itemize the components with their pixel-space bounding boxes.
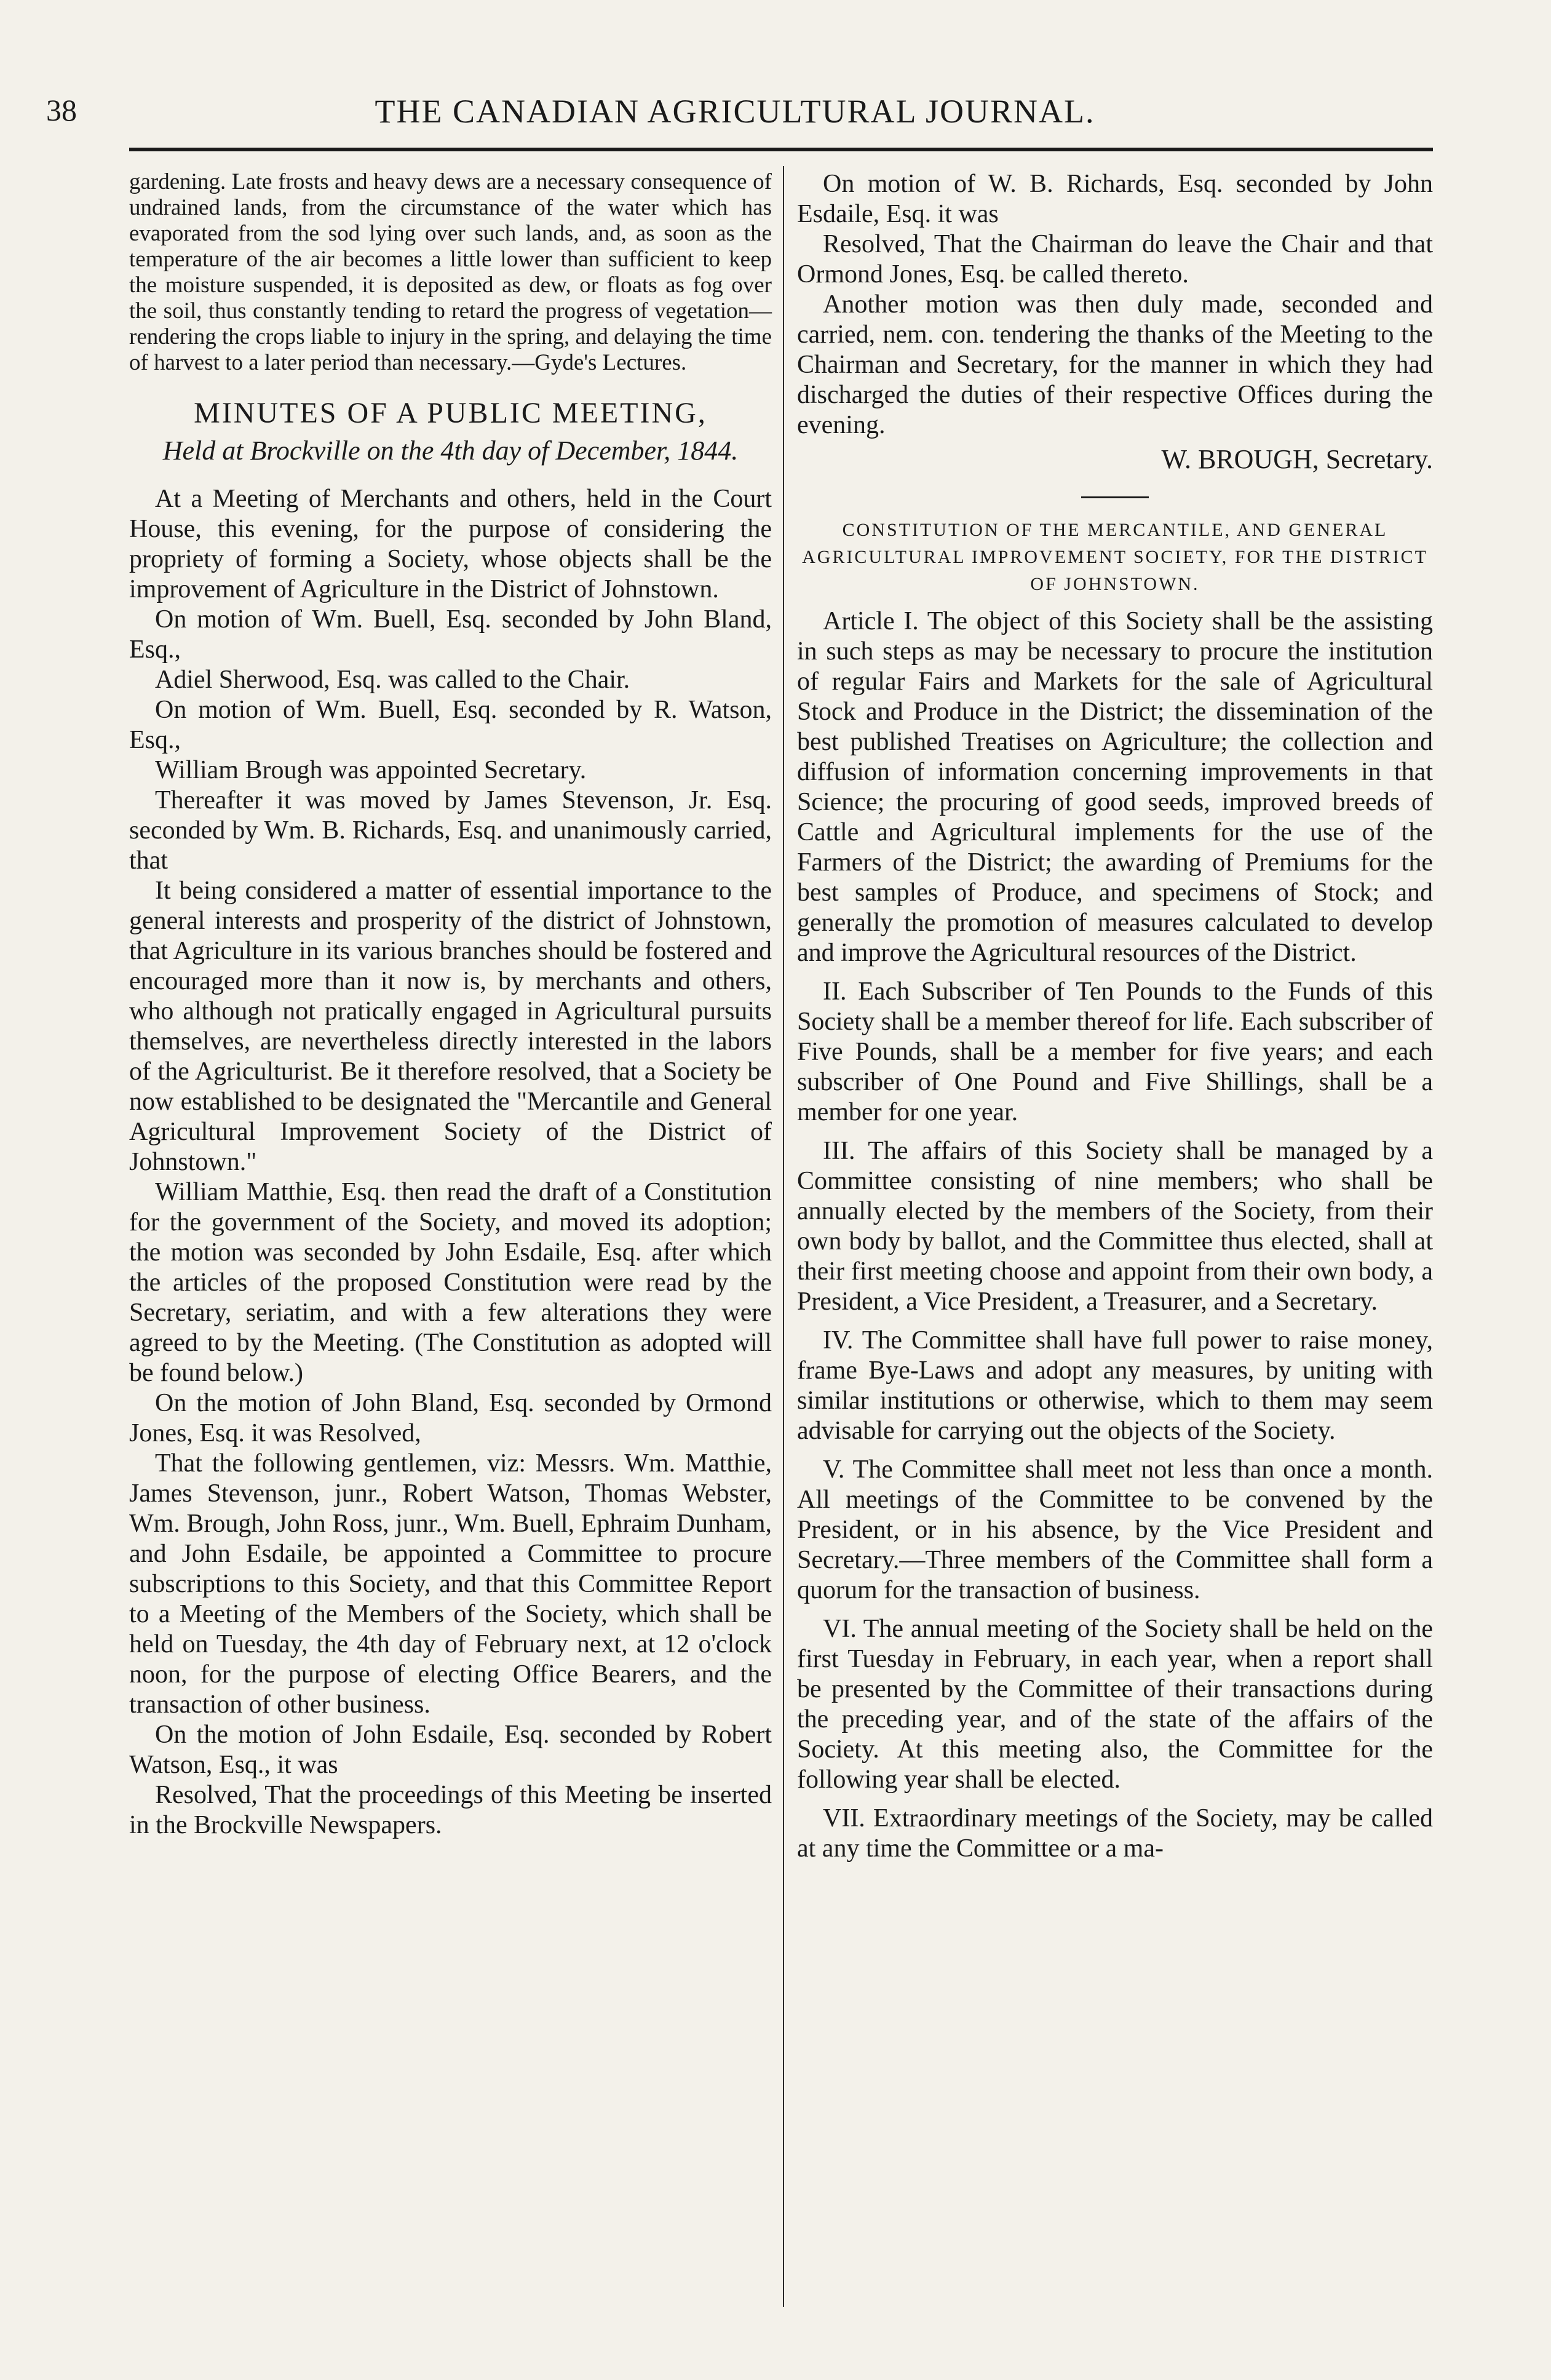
minutes-paragraph: On the motion of John Esdaile, Esq. seconded by Robert Watson, Esq., it was [129, 1721, 772, 1779]
minutes-heading: MINUTES OF A PUBLIC MEETING, [194, 397, 707, 429]
minutes-paragraph: It being considered a matter of essential importance to the general interests and prosperity of the district of Johnstown, that Agriculture in its various branches should be fostered and encouraged more than it now is, by merchants and others, who although not pratically engaged in Agricultural pursuits themselves, are nevertheless directly interested in the labors of the Agriculturist. Be it therefore resolved, that a Society be now established to be designated the "Mercantile and General Agricultural Improvement Society of the District of Johnstown." [129, 877, 772, 1176]
minutes-paragraph: On motion of Wm. Buell, Esq. seconded by R. Watson, Esq., [129, 696, 772, 754]
minutes-paragraph: On motion of W. B. Richards, Esq. seconded by John Esdaile, Esq. it was [797, 170, 1433, 228]
minutes-paragraph: Resolved, That the Chairman do leave the Chair and that Ormond Jones, Esq. be called thereto. [797, 230, 1433, 289]
page-number: 38 [46, 93, 77, 127]
right-column [797, 169, 1433, 1864]
gardening-paragraph: gardening. Late frosts and heavy dews are a necessary consequence of undrained lands, from the circumstance of the water which has evaporated from the sod lying over such lands, and, as soon as the temperature of the air becomes a little lower than sufficient to keep the moisture suspended, it is deposited as dew, or floats as fog over the soil, thus constantly tending to retard the progress of vegetation—rendering the crops liable to injury in the spring, and delaying the time of harvest to a later period than necessary.—Gyde's Lectures. [129, 169, 772, 375]
minutes-paragraph: At a Meeting of Merchants and others, held in the Court House, this evening, for the purpose of considering the propriety of forming a Society, whose objects shall be the improvement of Agriculture in the District of Johnstown. [129, 485, 772, 603]
minutes-subheading: Held at Brockville on the 4th day of December, 1844. [162, 436, 739, 466]
journal-title: THE CANADIAN AGRICULTURAL JOURNAL. [375, 93, 1095, 130]
minutes-paragraph: On motion of Wm. Buell, Esq. seconded by John Bland, Esq., [129, 605, 772, 664]
minutes-paragraph: William Matthie, Esq. then read the draft of a Constitution for the government of the Society, and moved its adoption; the motion was seconded by John Esdaile, Esq. after which the articles of the proposed Constitution were read by the Secretary, seriatim, and with a few alterations they were agreed to by the Meeting. (The Constitution as adopted will be found below.) [129, 1178, 772, 1387]
minutes-paragraph: William Brough was appointed Secretary. [155, 756, 587, 784]
minutes-paragraph: Resolved, That the proceedings of this Meeting be inserted in the Brockville Newspapers. [129, 1781, 772, 1839]
column-divider [783, 166, 784, 2307]
constitution-article: VI. The annual meeting of the Society shall be held on the first Tuesday in February, in each year, when a report shall be presented by the Committee of their transactions during the preceding year, and of the state of the affairs of the Society. At this meeting also, the Committee for the following year shall be elected. [797, 1615, 1433, 1794]
section-rule [1081, 496, 1149, 498]
constitution-heading: CONSTITUTION OF THE MERCANTILE, AND GENERAL AGRICULTURAL IMPROVEMENT SOCIETY, FOR THE DISTRICT OF JOHNSTOWN. [802, 520, 1428, 594]
header-rule [129, 148, 1433, 151]
constitution-article: VII. Extraordinary meetings of the Society, may be called at any time the Committee or a ma- [797, 1804, 1433, 1863]
minutes-paragraph: On the motion of John Bland, Esq. seconded by Ormond Jones, Esq. it was Resolved, [129, 1389, 772, 1447]
minutes-paragraph: Thereafter it was moved by James Stevenson, Jr. Esq. seconded by Wm. B. Richards, Esq. and unanimously carried, that [129, 786, 772, 875]
constitution-article: Article I. The object of this Society shall be the assisting in such steps as may be necessary to procure the institution of regular Fairs and Markets for the sale of Agricultural Stock and Produce in the District; the dissemination of the best published Treatises on Agriculture; the collection and diffusion of information concerning improvements in that Science; the procuring of good seeds, improved breeds of Cattle and Agricultural implements for the use of the Farmers of the District; the awarding of Premiums for the best samples of Produce, and specimens of Stock; and generally the promotion of measures calculated to develop and improve the Agricultural resources of the District. [797, 607, 1433, 967]
constitution-article: V. The Committee shall meet not less than once a month. All meetings of the Committee to be convened by the President, or in his absence, by the Vice President and Secretary.—Three members of the Committee shall form a quorum for the transaction of business. [797, 1455, 1433, 1604]
constitution-article: IV. The Committee shall have full power to raise money, frame Bye-Laws and adopt any measures, by uniting with similar institutions or otherwise, which to them may seem advisable for carrying out the objects of the Society. [797, 1326, 1433, 1445]
page-header [37, 92, 1433, 141]
secretary-signature: W. BROUGH, Secretary. [1161, 444, 1433, 474]
constitution-article: II. Each Subscriber of Ten Pounds to the Funds of this Society shall be a member thereof for life. Each subscriber of Five Pounds, shall be a member for five years; and each subscriber of One Pound and Five Shillings, shall be a member for one year. [797, 977, 1433, 1126]
left-column [129, 169, 772, 1841]
minutes-paragraph: That the following gentlemen, viz: Messrs. Wm. Matthie, James Stevenson, junr., Robert Watson, Thomas Webster, Wm. Brough, John Ross, junr., Wm. Buell, Ephraim Dunham, and John Esdaile, be appointed a Committee to procure subscriptions to this Society, and that this Committee Report to a Meeting of the Members of the Society, which shall be held on Tuesday, the 4th day of February next, at 12 o'clock noon, for the purpose of electing Office Bearers, and the transaction of other business. [129, 1449, 772, 1719]
minutes-paragraph: Adiel Sherwood, Esq. was called to the Chair. [155, 666, 630, 694]
minutes-paragraph: Another motion was then duly made, seconded and carried, nem. con. tendering the thanks of the Meeting to the Chairman and Secretary, for the manner in which they had discharged the duties of their respective Offices during the evening. [797, 290, 1433, 439]
constitution-article: III. The affairs of this Society shall be managed by a Committee consisting of nine members; who shall be annually elected by the members of the Society, from their own body by ballot, and the Committee thus elected, shall at their first meeting choose and appoint from their own body, a President, a Vice President, a Treasurer, and a Secretary. [797, 1137, 1433, 1316]
